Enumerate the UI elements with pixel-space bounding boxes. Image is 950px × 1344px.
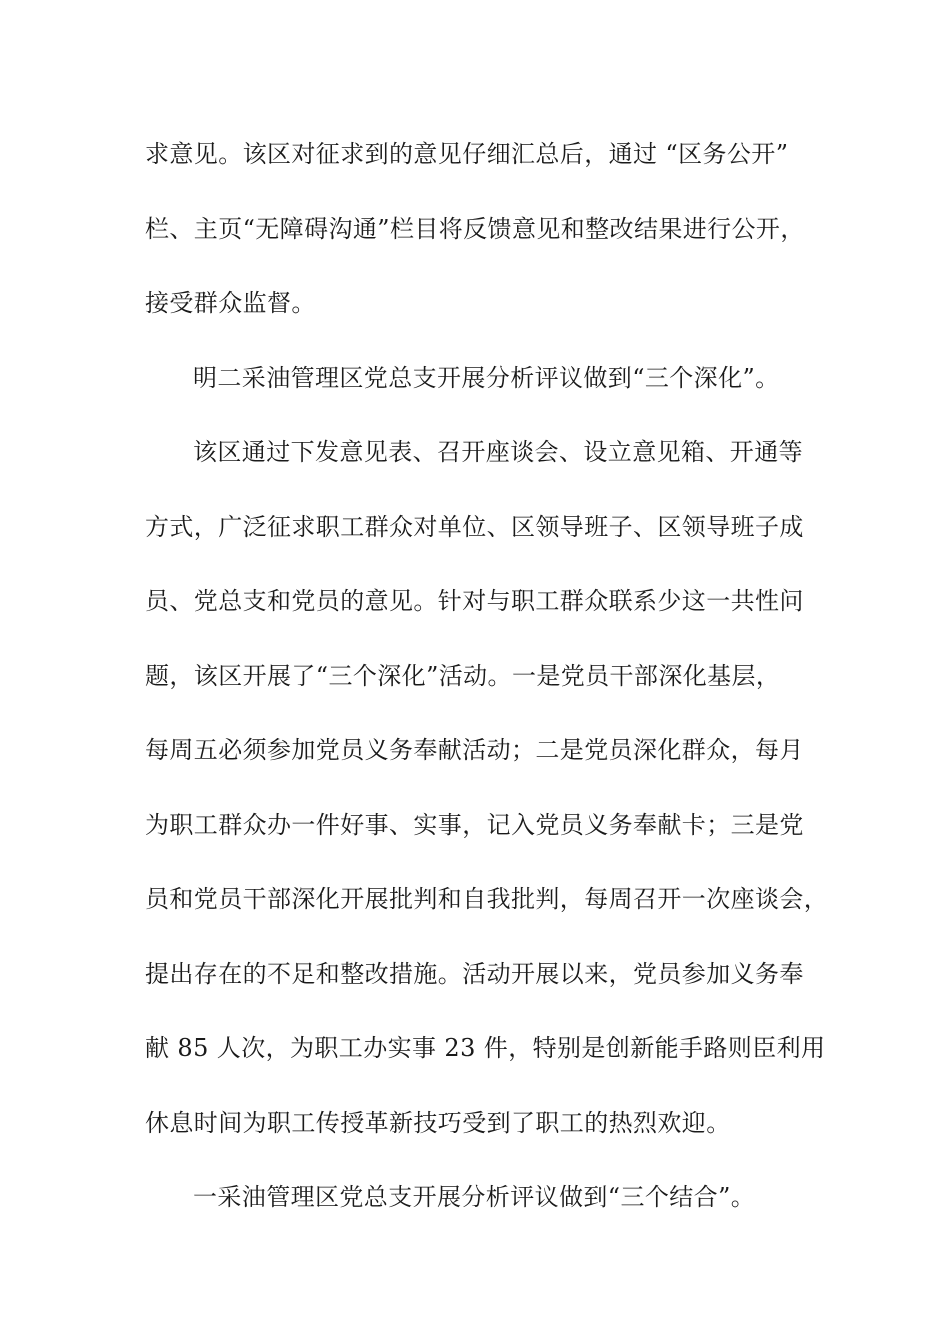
text-line-6: 方式，广泛征求职工群众对单位、区领导班子、区领导班子成 — [145, 513, 804, 541]
text-line-8: 题，该区开展了“三个深化”活动。一是党员干部深化基层， — [145, 662, 781, 690]
text-line-7: 员、党总支和党员的意见。针对与职工群众联系少这一共性问 — [145, 587, 804, 615]
text-line-5: 该区通过下发意见表、召开座谈会、设立意见箱、开通等 — [193, 438, 803, 466]
text-line-11: 员和党员干部深化开展批判和自我批判，每周召开一次座谈会， — [145, 885, 829, 913]
text-line-14: 休息时间为职工传授革新技巧受到了职工的热烈欢迎。 — [145, 1109, 731, 1137]
text-line-9: 每周五必须参加党员义务奉献活动；二是党员深化群众，每月 — [145, 736, 804, 764]
text-line-12: 提出存在的不足和整改措施。活动开展以来，党员参加义务奉 — [145, 960, 804, 988]
text-line-2: 栏、主页“无障碍沟通”栏目将反馈意见和整改结果进行公开， — [145, 215, 805, 243]
text-line-1: 求意见。该区对征求到的意见仔细汇总后，通过 “区务公开” — [145, 140, 789, 168]
paragraph-heading-1: 明二采油管理区党总支开展分析评议做到“三个深化”。 — [193, 364, 780, 392]
paragraph-heading-2: 一采油管理区党总支开展分析评议做到“三个结合”。 — [193, 1183, 756, 1211]
text-line-10: 为职工群众办一件好事、实事，记入党员义务奉献卡；三是党 — [145, 811, 804, 839]
text-line-13: 献 85 人次，为职工办实事 23 件，特别是创新能手路则臣利用 — [145, 1034, 826, 1062]
text-line-3: 接受群众监督。 — [145, 289, 316, 317]
